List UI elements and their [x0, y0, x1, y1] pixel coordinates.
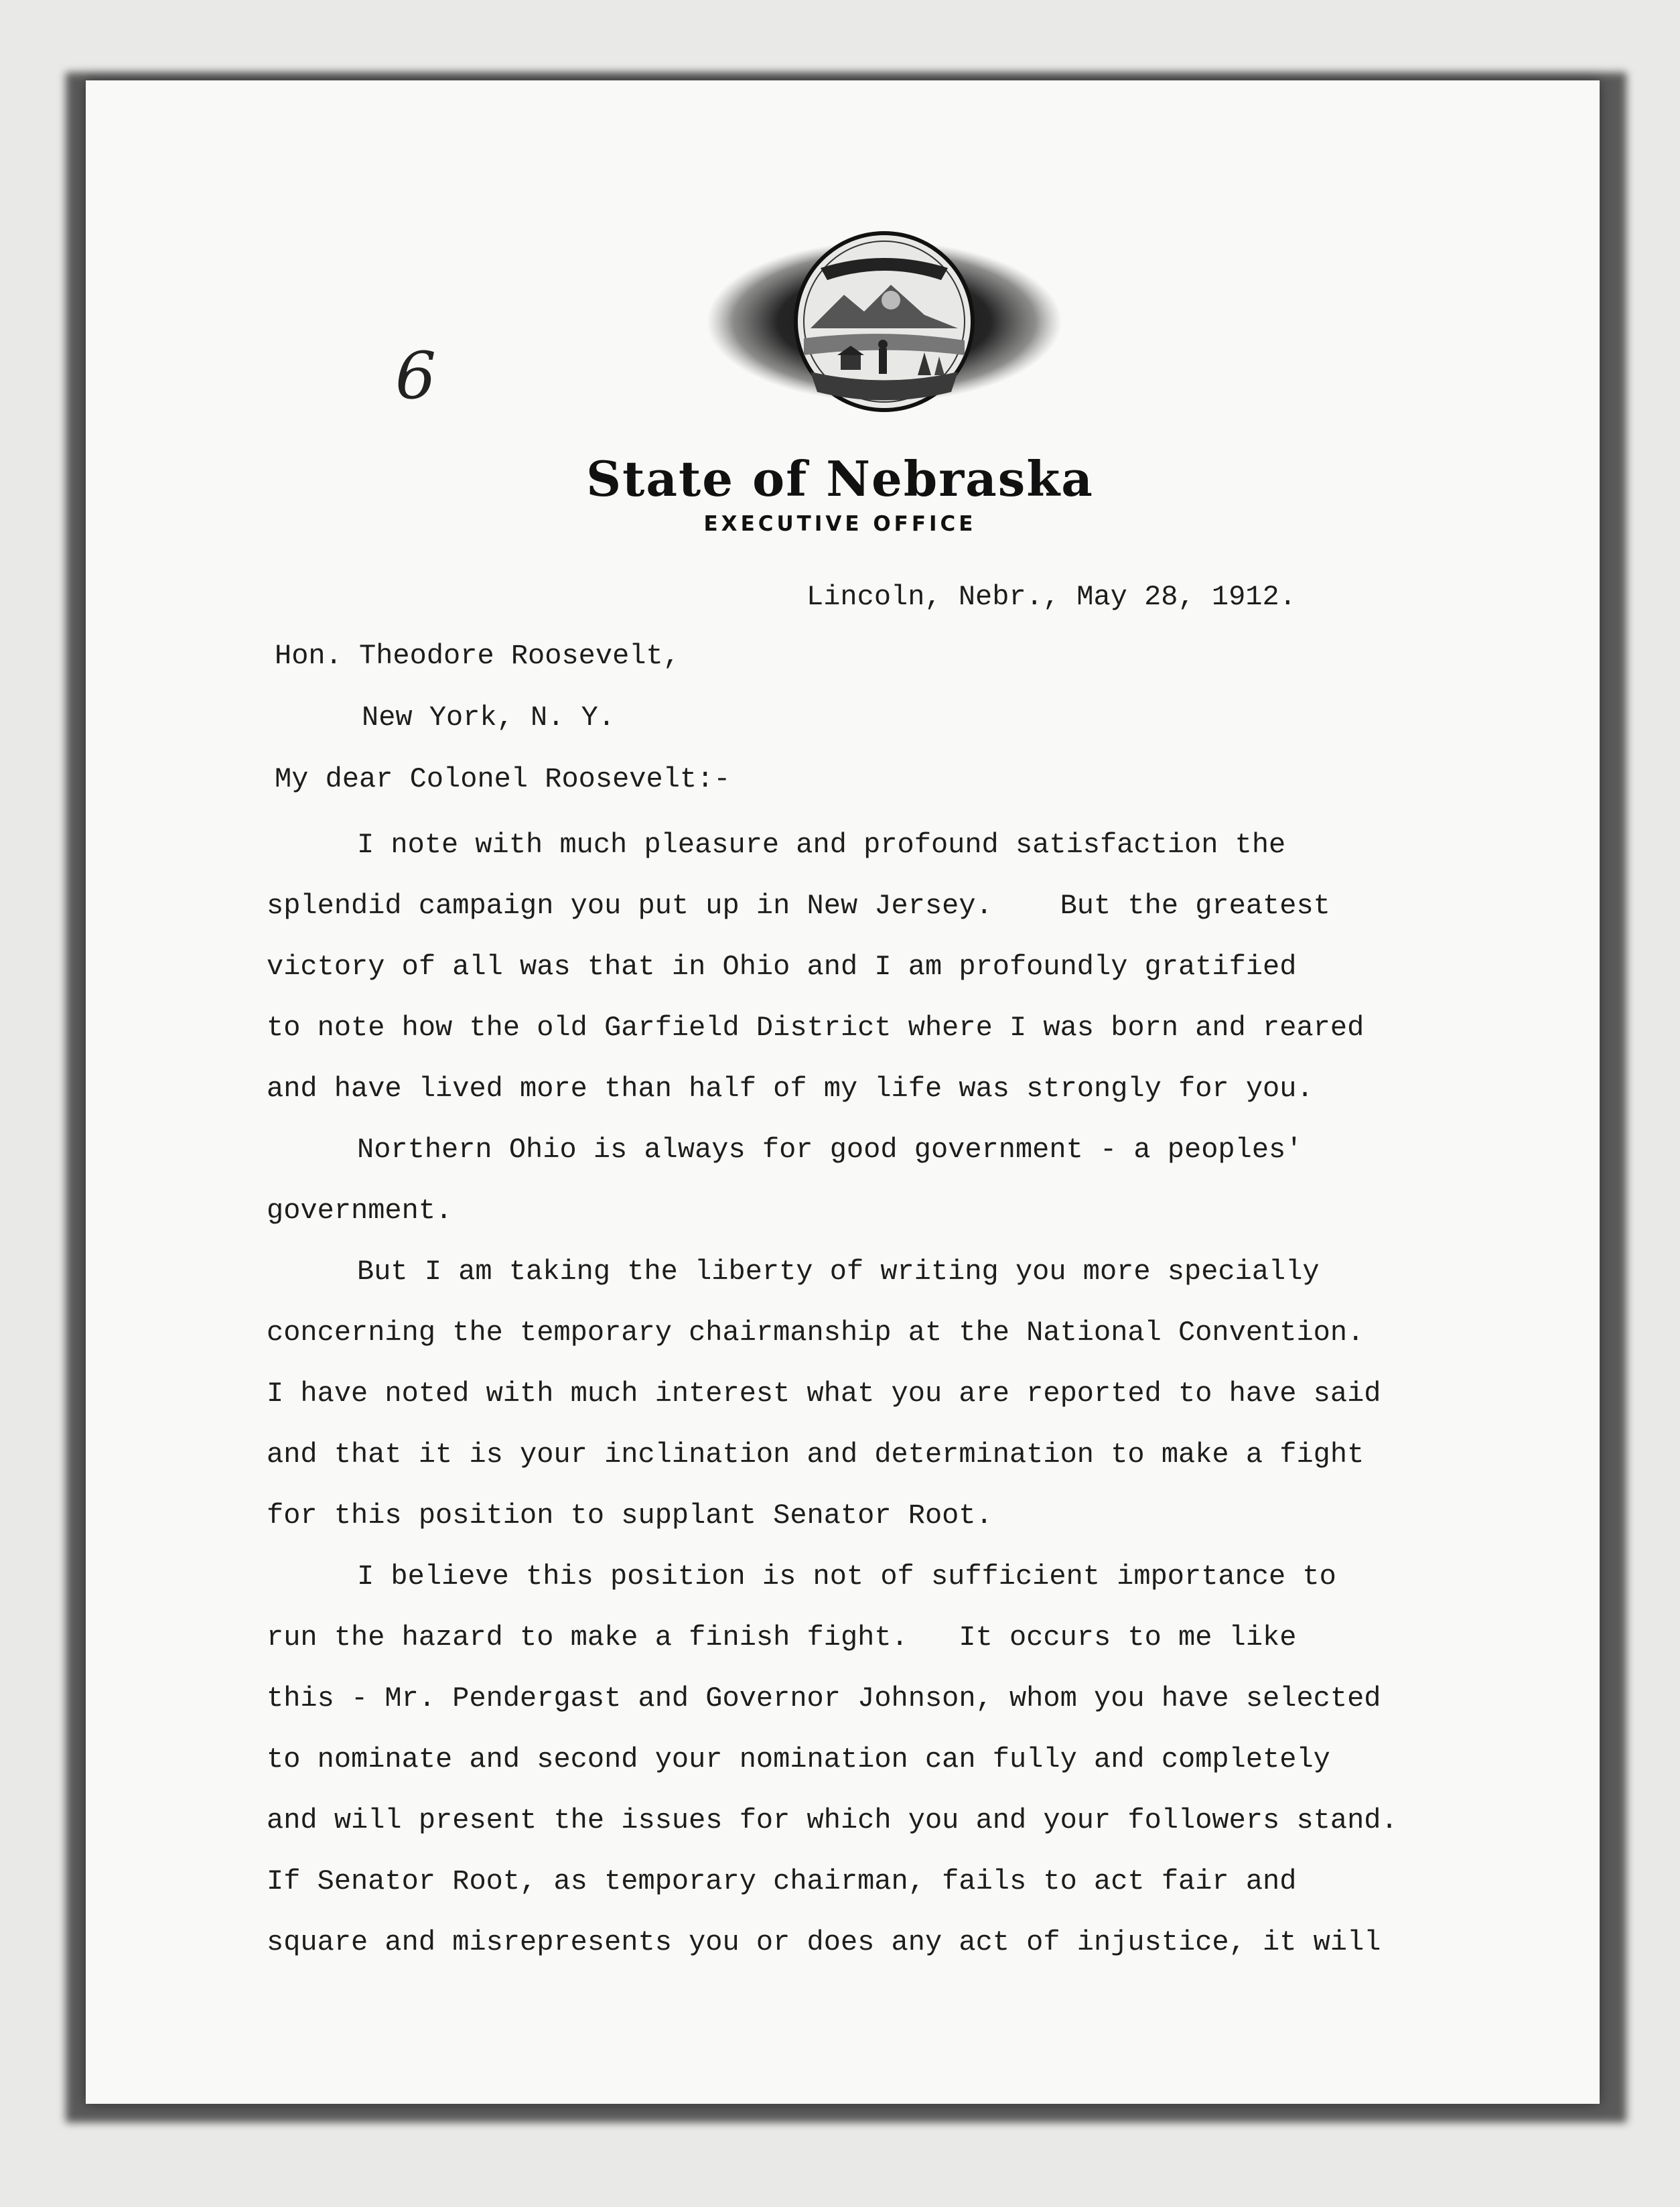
- body-line: I believe this position is not of sufficient importance to: [357, 1560, 1336, 1593]
- letterhead-title: State of Nebraska: [586, 450, 1094, 507]
- body-line: government.: [267, 1195, 453, 1227]
- address-line-2: New York, N. Y.: [362, 701, 616, 734]
- body-line: If Senator Root, as temporary chairman, fails to act fair and: [267, 1865, 1297, 1897]
- address-line-1: Hon. Theodore Roosevelt,: [275, 640, 680, 672]
- body-line: and that it is your inclination and determination to make a fight: [267, 1439, 1364, 1471]
- body-line: But I am taking the liberty of writing you more specially: [357, 1256, 1320, 1288]
- salutation: My dear Colonel Roosevelt:-: [275, 763, 731, 795]
- body-line: and have lived more than half of my life was strongly for you.: [267, 1073, 1314, 1105]
- page-number-mark: 6: [395, 338, 437, 413]
- body-line: to nominate and second your nomination can fully and completely: [267, 1743, 1330, 1776]
- letterhead-subtitle: EXECUTIVE OFFICE: [703, 512, 977, 536]
- body-line: splendid campaign you put up in New Jersey. But the greatest: [267, 890, 1330, 922]
- state-seal-icon: [703, 221, 1065, 422]
- date-line: Lincoln, Nebr., May 28, 1912.: [807, 581, 1296, 613]
- letter-body: [267, 831, 1466, 1989]
- body-line: run the hazard to make a finish fight. It occurs to me like: [267, 1621, 1297, 1654]
- body-line: square and misrepresents you or does any act of injustice, it will: [267, 1926, 1381, 1958]
- body-line: to note how the old Garfield District where I was born and reared: [267, 1012, 1364, 1044]
- body-line: I have noted with much interest what you are reported to have said: [267, 1378, 1381, 1410]
- body-line: I note with much pleasure and profound satisfaction the: [357, 829, 1286, 861]
- body-line: and will present the issues for which you and your followers stand.: [267, 1804, 1398, 1836]
- body-line: Northern Ohio is always for good government - a peoples': [357, 1134, 1303, 1166]
- body-line: concerning the temporary chairmanship at the National Convention.: [267, 1317, 1364, 1349]
- body-line: victory of all was that in Ohio and I am profoundly gratified: [267, 951, 1297, 983]
- body-line: this - Mr. Pendergast and Governor Johnson, whom you have selected: [267, 1682, 1381, 1715]
- body-line: for this position to supplant Senator Root.: [267, 1499, 993, 1532]
